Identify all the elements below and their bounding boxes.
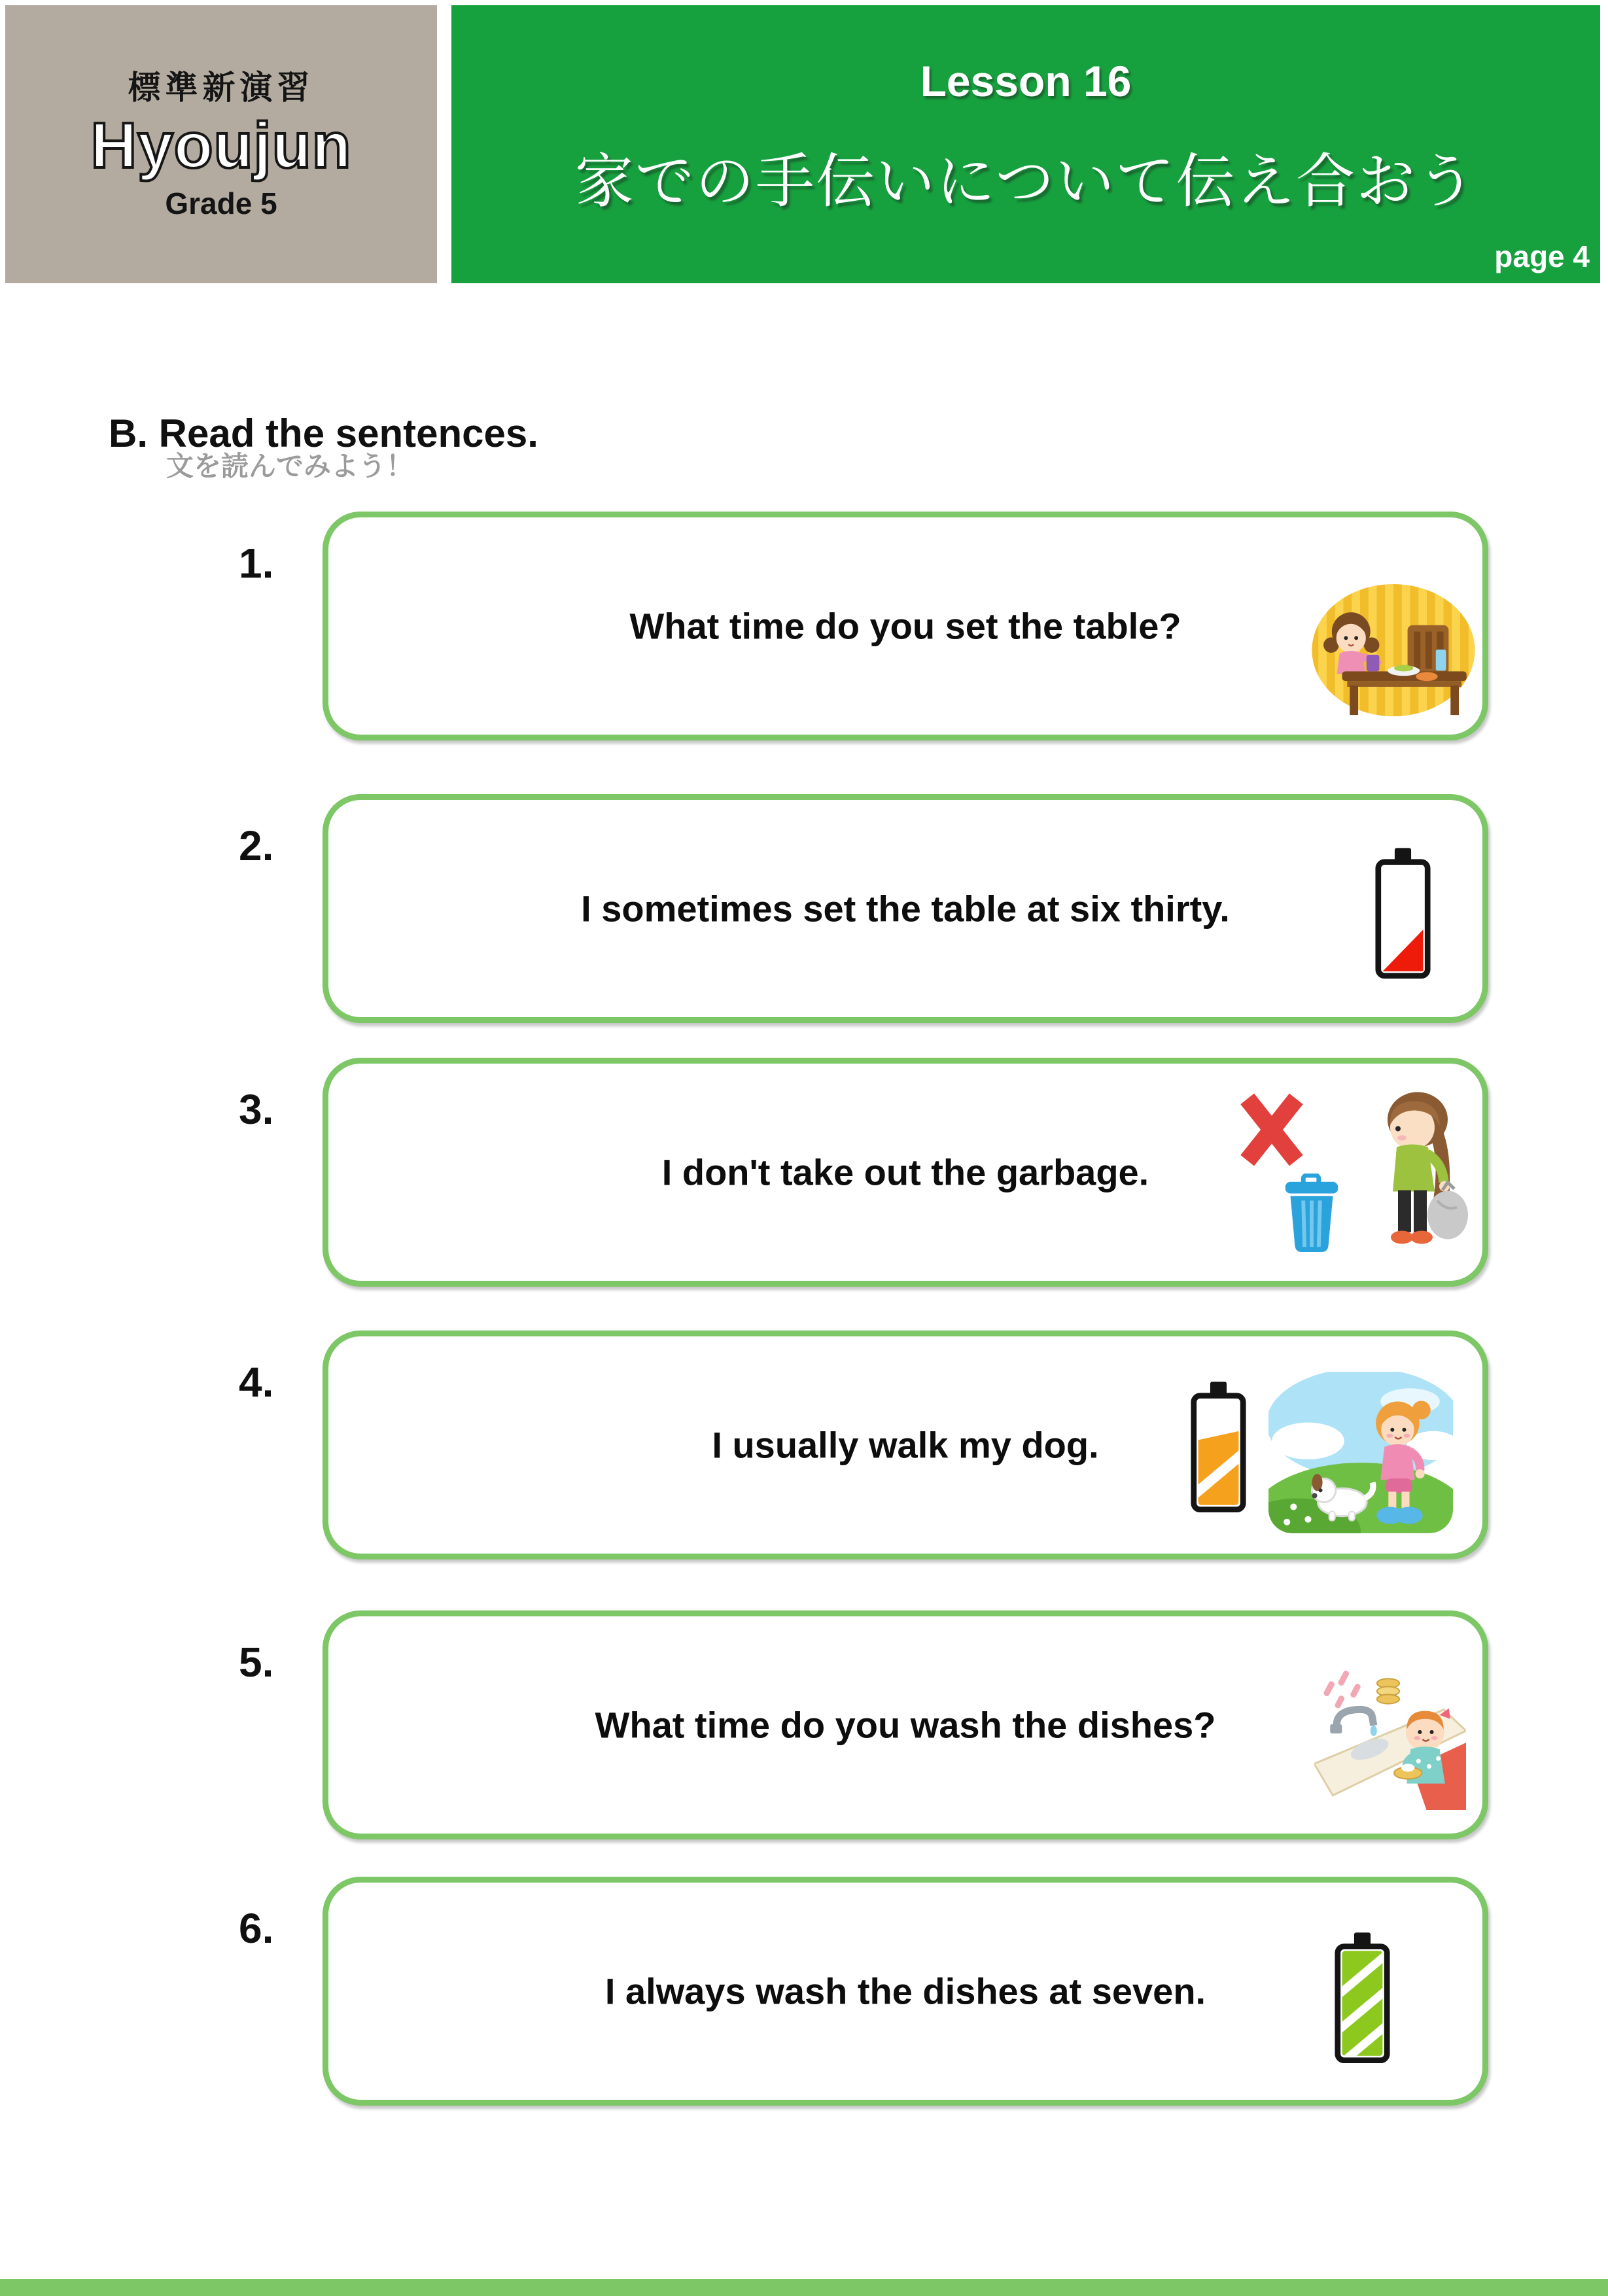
lesson-title-japanese: 家での手伝いについて伝え合おう <box>574 149 1477 215</box>
card-number: 6. <box>239 1905 274 1952</box>
girl-setting-table-illustration <box>1308 583 1478 718</box>
section-heading: B. Read the sentences. <box>109 411 538 455</box>
logo-grade-text: Grade 5 <box>165 186 277 220</box>
battery-low-icon <box>1374 846 1431 981</box>
sentence-card-4 <box>239 1331 1488 1559</box>
logo-series-text: 標準新演習 <box>128 69 315 106</box>
sentence-box <box>323 1058 1488 1287</box>
sentence-box <box>323 1331 1488 1559</box>
card-number: 3. <box>239 1086 274 1133</box>
card-number: 4. <box>239 1359 274 1406</box>
lesson-number: Lesson 16 <box>920 57 1132 105</box>
girl-walking-dog-illustration <box>1268 1372 1453 1533</box>
sentence-card-1 <box>239 512 1488 740</box>
card-number: 2. <box>239 822 274 869</box>
girl-carrying-garbage-bag-illustration <box>1360 1085 1478 1253</box>
sentence-text: What time do you wash the dishes? <box>595 1704 1216 1746</box>
brand-logo <box>5 5 437 283</box>
girl-washing-dishes-illustration <box>1314 1663 1466 1810</box>
card-number: 5. <box>239 1639 274 1686</box>
sentence-card-6 <box>239 1877 1488 2106</box>
sentence-box <box>323 794 1488 1023</box>
bottom-green-bar <box>0 2279 1608 2296</box>
sentence-box <box>323 1877 1488 2106</box>
lesson-banner <box>451 5 1600 283</box>
sentence-box <box>323 512 1488 740</box>
trash-can-icon <box>1282 1174 1342 1253</box>
battery-full-icon <box>1334 1930 1391 2066</box>
sentence-card-2 <box>239 794 1488 1023</box>
battery-medium-icon <box>1190 1380 1247 1514</box>
sentence-text: I usually walk my dog. <box>712 1424 1099 1466</box>
sentence-card-5 <box>239 1610 1488 1839</box>
page-number: page 4 <box>1494 239 1590 273</box>
sentence-text: I don't take out the garbage. <box>661 1151 1149 1193</box>
sentence-text: What time do you set the table? <box>629 605 1181 647</box>
sentence-text: I sometimes set the table at six thirty. <box>581 888 1230 930</box>
section-subheading-japanese: 文を読んでみよう！ <box>166 451 414 481</box>
sentence-box <box>323 1610 1488 1839</box>
card-number: 1. <box>239 540 274 587</box>
sentence-card-3 <box>239 1058 1488 1287</box>
red-cross-icon <box>1235 1094 1308 1166</box>
logo-brand-text: Hyoujun <box>90 109 352 181</box>
sentence-text: I always wash the dishes at seven. <box>604 1970 1206 2012</box>
